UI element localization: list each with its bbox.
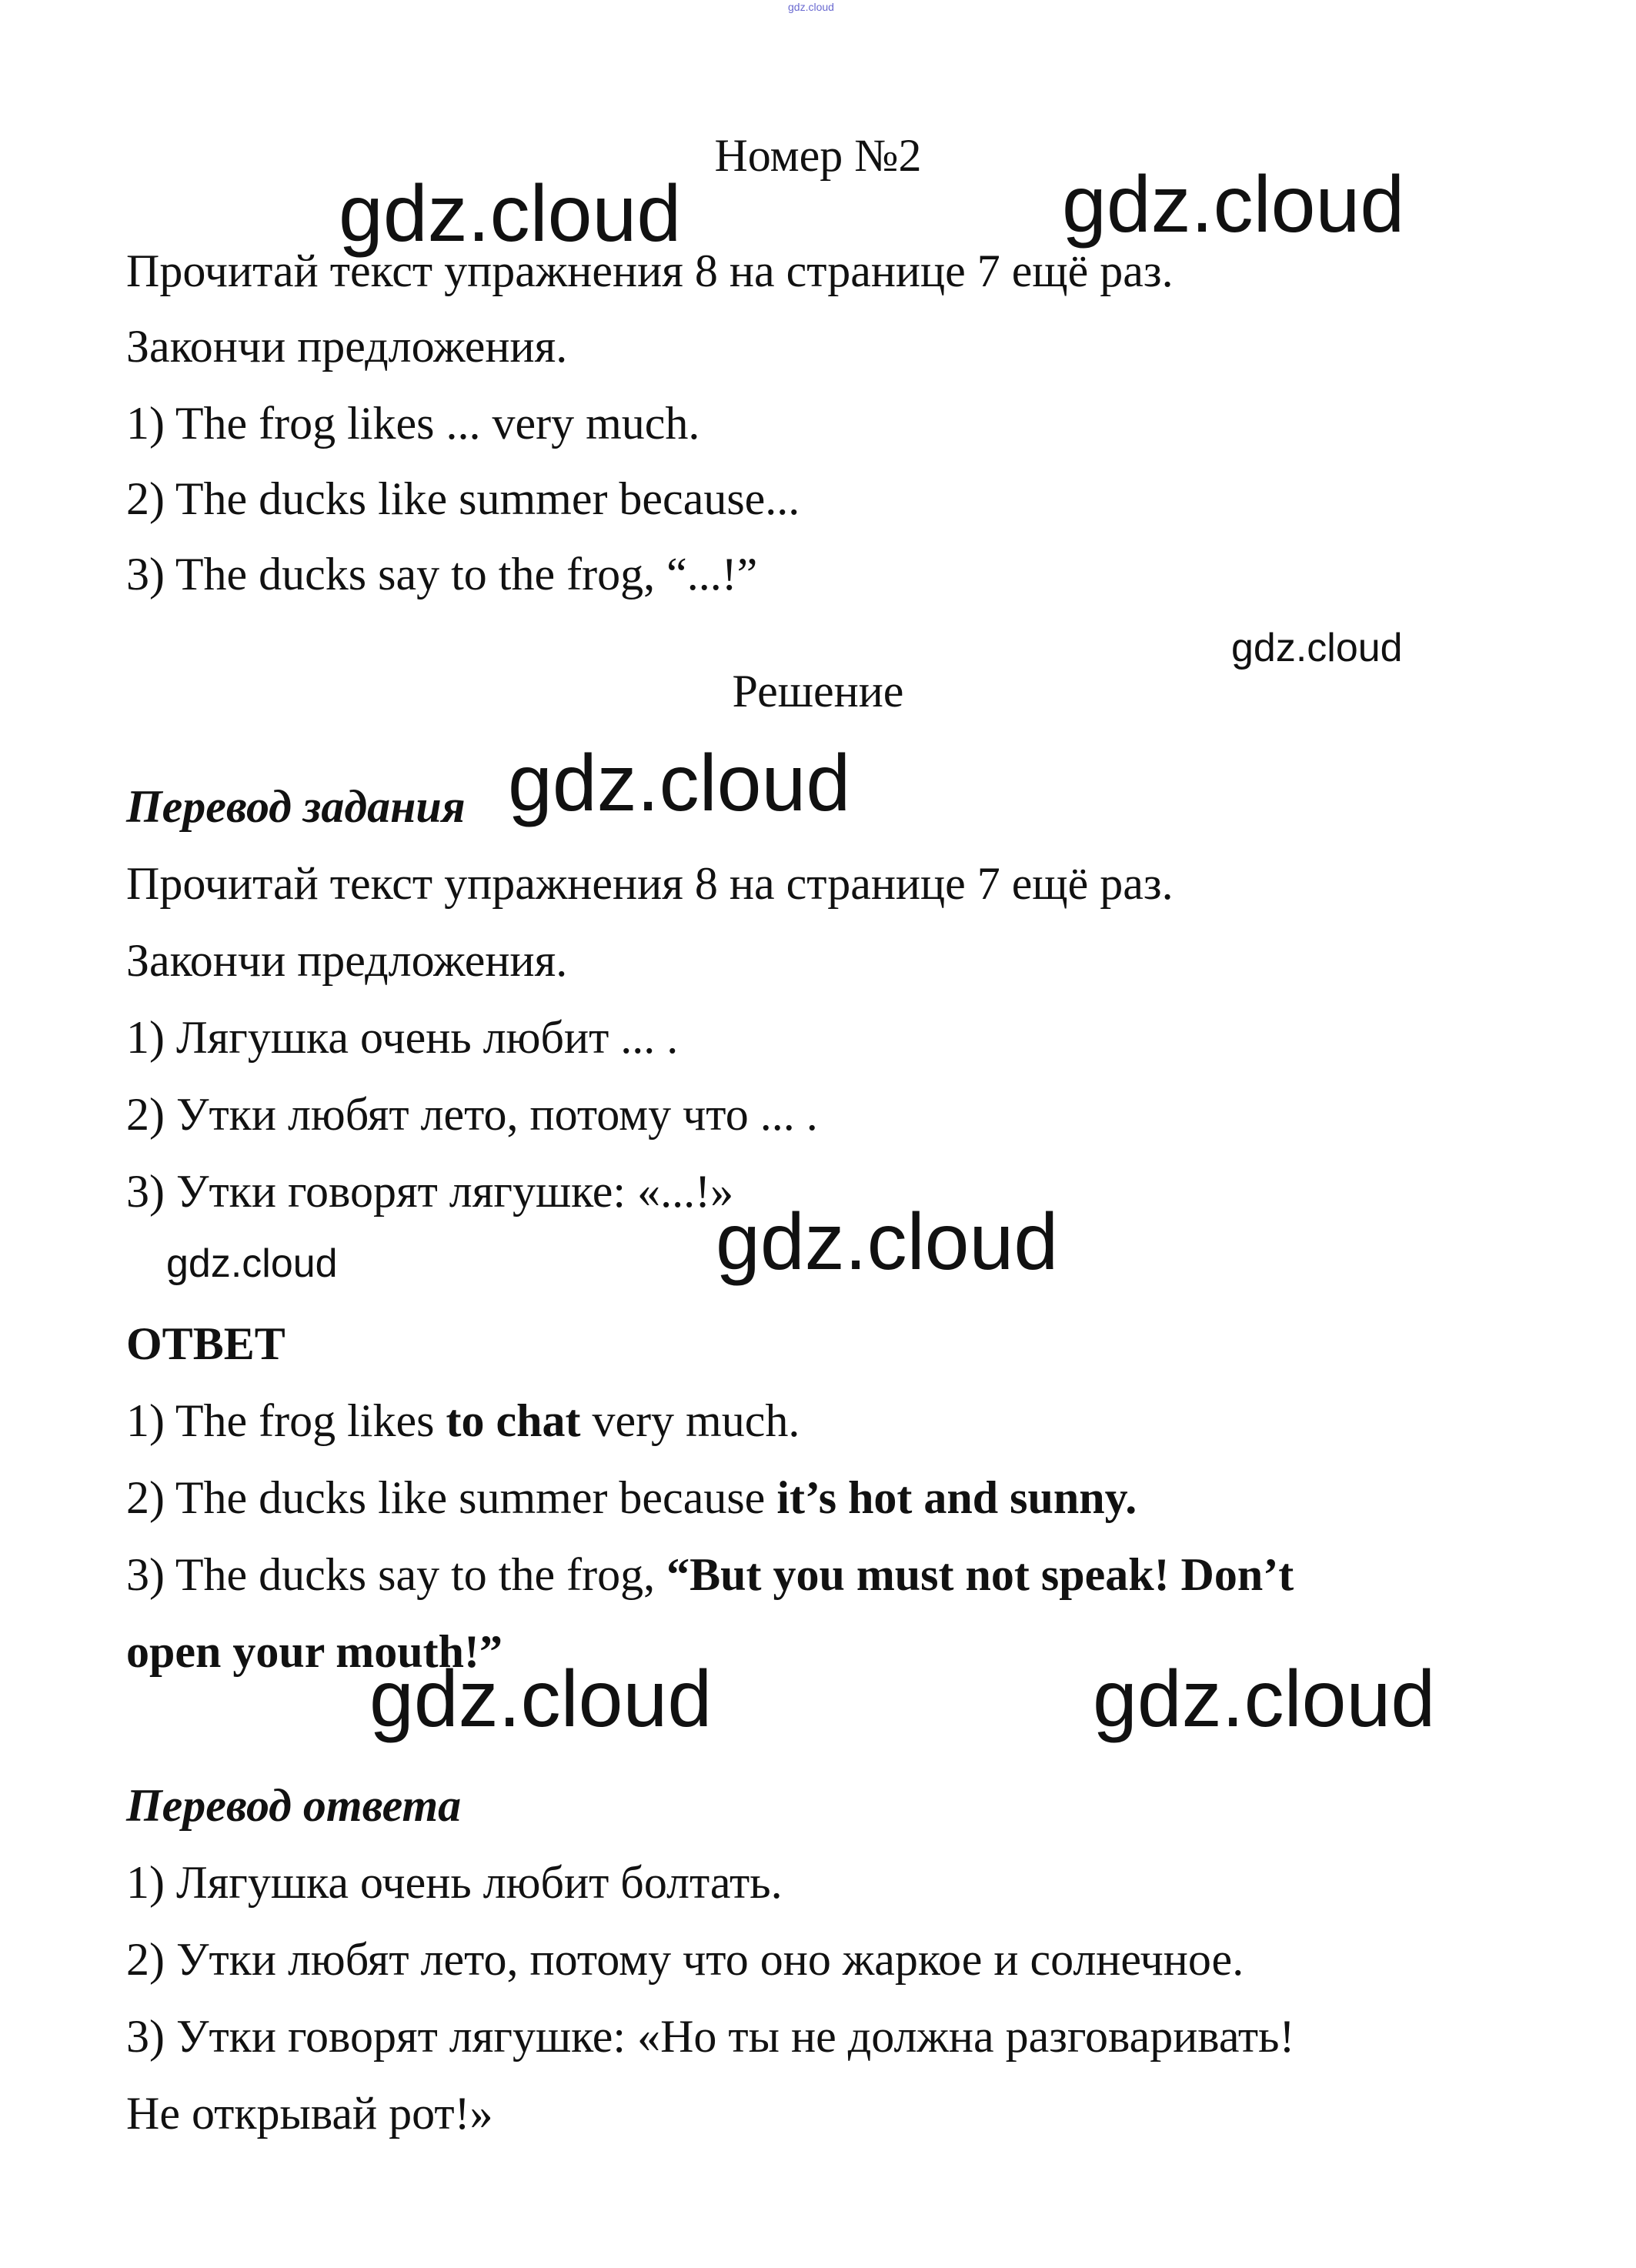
watermark: gdz.cloud — [369, 1655, 713, 1744]
watermark: gdz.cloud — [166, 1241, 338, 1286]
answer-item-3 — [126, 1549, 1294, 1600]
watermark: gdz.cloud — [1231, 626, 1403, 670]
watermark: gdz.cloud — [1093, 1655, 1436, 1744]
watermark-top: gdz.cloud — [788, 1, 834, 13]
answer-item-2-pre: 2) The ducks like summer because — [126, 1472, 777, 1523]
answer-translation-item-1: 1) Лягушка очень любит болтать. — [126, 1857, 783, 1908]
task-translation-item-3: 3) Утки говорят лягушке: «...!» — [126, 1166, 734, 1217]
answer-item-1 — [126, 1395, 800, 1446]
answer-item-1-pre: 1) The frog likes — [126, 1395, 446, 1446]
answer-item-3-pre: 3) The ducks say to the frog, — [126, 1549, 667, 1600]
task-translation-heading: Перевод задания — [126, 781, 466, 832]
answer-item-2-bold: it’s hot and sunny. — [776, 1472, 1137, 1523]
answer-item-1-bold: to chat — [446, 1395, 581, 1446]
task-item-3: 3) The ducks say to the frog, “...!” — [126, 549, 758, 600]
watermark: gdz.cloud — [1062, 160, 1405, 249]
page-title: Номер №2 — [714, 130, 922, 181]
task-translation-item-1: 1) Лягушка очень любит ... . — [126, 1012, 679, 1063]
task-item-2: 2) The ducks like summer because... — [126, 473, 800, 524]
task-translation-item-2: 2) Утки любят лето, потому что ... . — [126, 1089, 818, 1140]
answer-item-2 — [126, 1472, 1137, 1523]
watermark: gdz.cloud — [716, 1197, 1059, 1287]
answer-translation-item-3-continued: Не открывай рот!» — [126, 2088, 493, 2139]
answer-translation-heading: Перевод ответа — [126, 1780, 462, 1831]
task-translation-line-2: Закончи предложения. — [126, 935, 568, 986]
task-translation-line-1: Прочитай текст упражнения 8 на странице 7 ещё раз. — [126, 858, 1174, 909]
task-item-1: 1) The frog likes ... very much. — [126, 398, 700, 449]
solution-title: Решение — [732, 666, 904, 716]
answer-translation-item-3: 3) Утки говорят лягушке: «Но ты не должна разговаривать! — [126, 2011, 1295, 2062]
watermark: gdz.cloud — [508, 739, 851, 828]
answer-item-3-continued: open your mouth!” — [126, 1626, 502, 1677]
answer-item-1-post: very much. — [580, 1395, 800, 1446]
watermark: gdz.cloud — [339, 169, 682, 259]
answer-item-3-bold-1: “But you must not speak! Don’t — [666, 1549, 1294, 1600]
answer-translation-item-2: 2) Утки любят лето, потому что оно жаркое и солнечное. — [126, 1934, 1244, 1985]
task-line-1: Прочитай текст упражнения 8 на странице 7 ещё раз. — [126, 246, 1174, 296]
task-line-2: Закончи предложения. — [126, 321, 568, 372]
answer-heading: ОТВЕТ — [126, 1318, 285, 1369]
